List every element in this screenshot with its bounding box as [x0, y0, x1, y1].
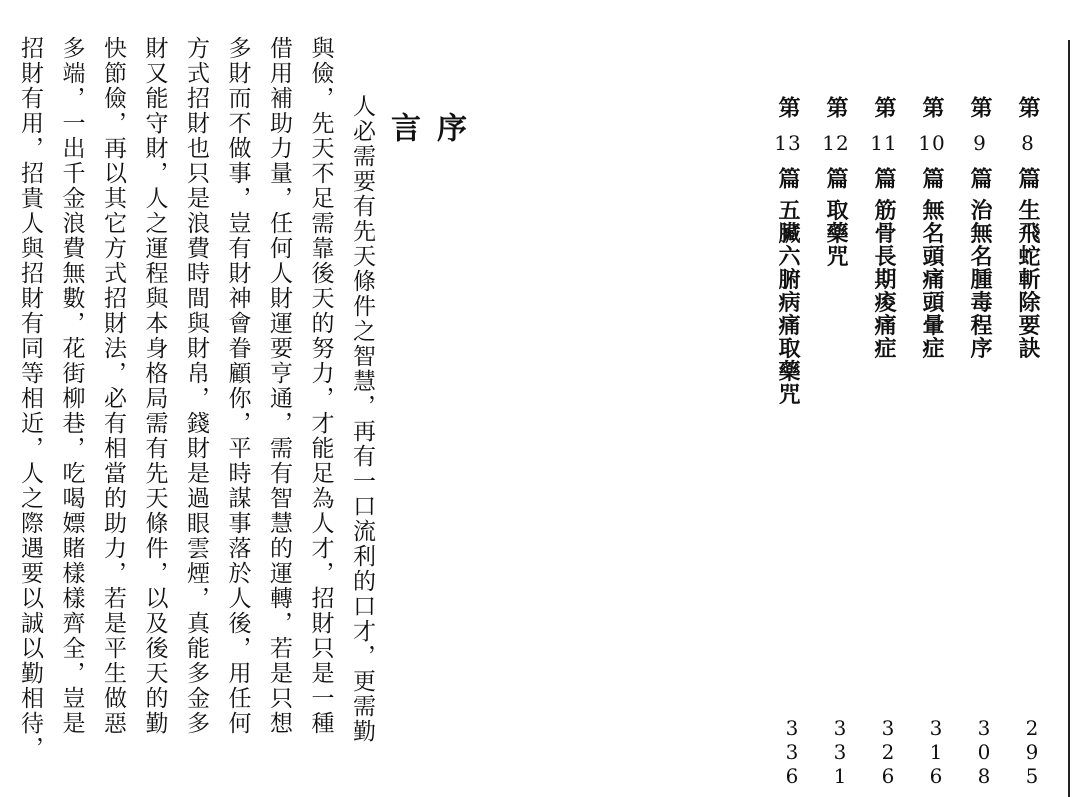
toc-chapter-title: 第12篇 取藥咒: [822, 96, 850, 268]
preface-body: [6, 36, 382, 786]
toc-entry-12[interactable]: [812, 96, 860, 796]
preface-column: 財又能守財，人之運程與本身格局需有先天條件，以及後天的勤: [141, 36, 168, 736]
toc-chapter-title: 第13篇 五臟六腑病痛取藥咒: [774, 96, 802, 406]
toc-page-number: 336: [780, 716, 804, 788]
toc-page-number: 295: [1020, 716, 1044, 788]
toc-chapter-title: 第8篇 生飛蛇斬除要訣: [1015, 96, 1041, 360]
toc-page-number: 331: [828, 716, 852, 788]
preface-column: 借用補助力量，任何人財運要亨通，需有智慧的運轉，若是只想: [266, 36, 292, 736]
toc-entry-9[interactable]: [956, 96, 1004, 796]
preface-column: 多財而不做事，豈有財神會眷顧你，平時謀事落於人後，用任何: [224, 36, 251, 736]
toc-chapter-title: 第10篇 無名頭痛頭暈症: [918, 96, 946, 360]
preface-column: 與儉，先天不足需靠後天的努力，才能足為人才，招財只是一種: [307, 36, 334, 736]
page-edge-line: [1068, 40, 1070, 797]
toc-entry-8[interactable]: [1004, 96, 1052, 796]
toc-entry-10[interactable]: [908, 96, 956, 796]
toc-entry-13[interactable]: [764, 96, 812, 796]
toc-entry-11[interactable]: [860, 96, 908, 796]
table-of-contents: [774, 96, 1052, 796]
toc-page-number: 308: [972, 716, 996, 788]
toc-page: [540, 0, 1075, 797]
toc-chapter-title: 第11篇 筋骨長期痠痛症: [870, 96, 898, 360]
preface-column: 招財有用，招貴人與招財有同等相近，人之際遇要以誠以勤相待，: [17, 36, 43, 761]
preface-column: 快節儉，再以其它方式招財法，必有相當的助力，若是平生做惡: [100, 36, 126, 736]
toc-page-number: 316: [924, 716, 948, 788]
preface-title: 序 言: [385, 112, 466, 182]
preface-column: 方式招財也只是浪費時間與財帛，錢財是過眼雲煙，真能多金多: [183, 36, 209, 736]
preface-column: 多端，一出千金浪費無數，花街柳巷，吃喝嫖賭樣樣齊全，豈是: [58, 36, 85, 736]
preface-column: 人必需要有先天條件之智慧，再有一口流利的口才，更需勤: [349, 94, 375, 744]
toc-chapter-title: 第9篇 治無名腫毒程序: [967, 96, 993, 360]
toc-page-number: 326: [876, 716, 900, 788]
